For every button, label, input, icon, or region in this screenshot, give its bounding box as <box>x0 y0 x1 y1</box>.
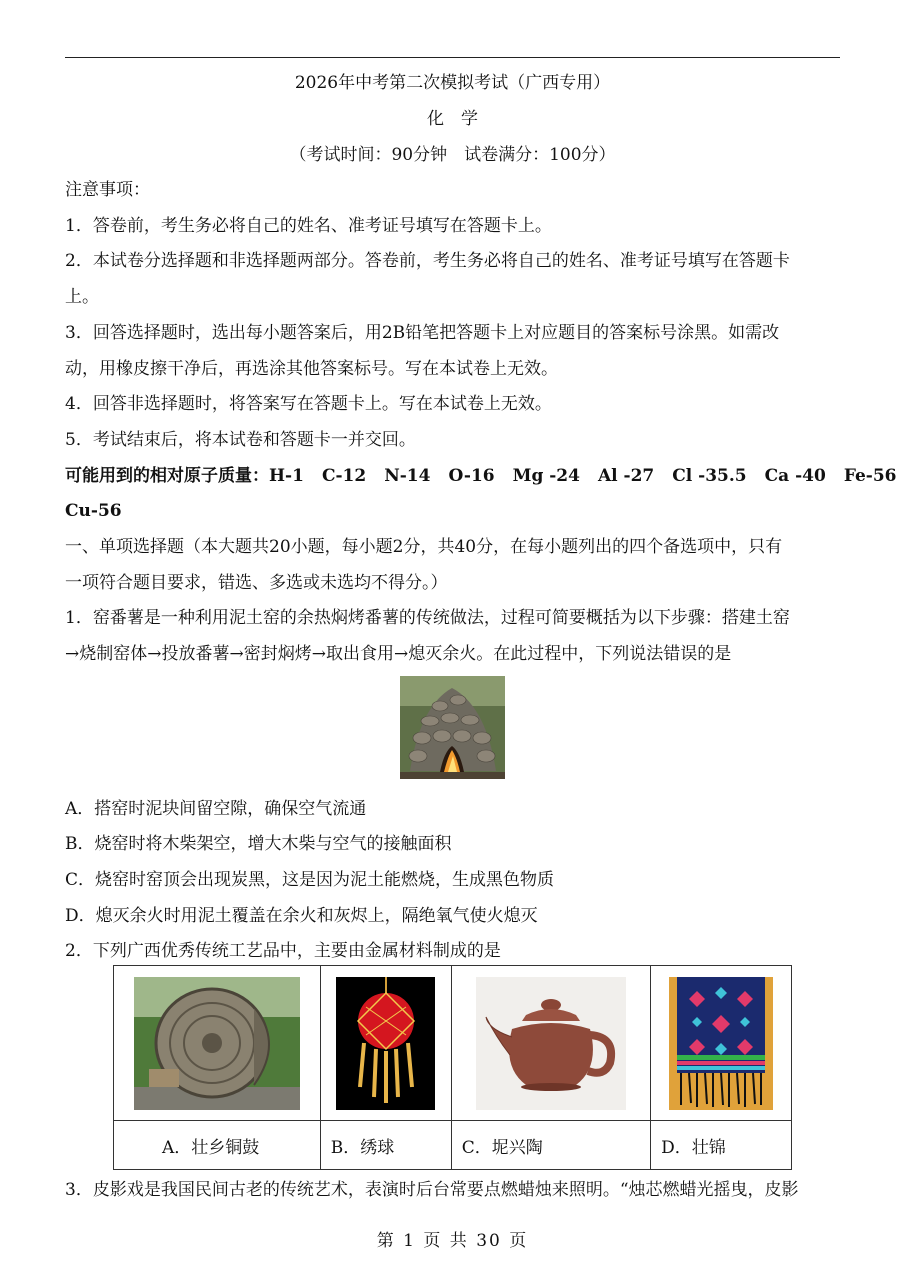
atomic-mass-item: C-12 <box>321 466 367 486</box>
atomic-mass-item: Cl -35.5 <box>672 466 747 486</box>
atomic-mass-item: H-1 <box>269 466 304 486</box>
page-footer: 第 1 页 共 30 页 <box>376 1231 529 1251</box>
table-cell <box>114 1121 321 1170</box>
notice-line: 1．答卷前，考生务必将自己的姓名、准考证号填写在答题卡上。 <box>65 216 552 236</box>
notice-line: 2．本试卷分选择题和非选择题两部分。答卷前，考生务必将自己的姓名、准考证号填写在答题卡 <box>65 251 790 271</box>
notice-line: 动，用橡皮擦干净后，再选涂其他答案标号。写在本试卷上无效。 <box>65 359 558 379</box>
embroidered-ball-photo <box>336 977 435 1110</box>
table-cell <box>320 1121 451 1170</box>
question-stem: 2．下列广西优秀传统工艺品中，主要由金属材料制成的是 <box>65 941 501 961</box>
question-stem: 1．窑番薯是一种利用泥土窑的余热焖烤番薯的传统做法，过程可简要概括为以下步骤：搭建土窑 <box>65 608 790 628</box>
bronze-drum-photo <box>134 977 300 1110</box>
table-cell <box>114 966 321 1121</box>
atomic-mass-wrap: Cu-56 <box>65 501 122 521</box>
section-heading: 一项符合题目要求，错选、多选或未选均不得分。） <box>65 573 448 593</box>
atomic-mass-label: 可能用到的相对原子质量： <box>65 466 269 486</box>
notice-line: 4．回答非选择题时，将答案写在答题卡上。写在本试卷上无效。 <box>65 394 552 414</box>
table-cell <box>451 1121 650 1170</box>
atomic-mass-item: Mg -24 <box>512 466 580 486</box>
subject-title: 化 学 <box>427 109 478 129</box>
notice-heading: 注意事项： <box>65 180 150 200</box>
option-b: B．烧窑时将木柴架空，增大木柴与空气的接触面积 <box>65 834 452 854</box>
section-heading: 一、单项选择题（本大题共20小题，每小题2分，共40分，在每小题列出的四个备选项中，只有 <box>65 537 783 557</box>
atomic-mass-item: N-14 <box>384 466 431 486</box>
exam-meta: （考试时间：90分钟 试卷满分：100分） <box>289 145 616 165</box>
notice-line: 5．考试结束后，将本试卷和答题卡一并交回。 <box>65 430 416 450</box>
question-stem: →烧制窑体→投放番薯→密封焖烤→取出食用→熄灭余火。在此过程中，下列说法错误的是 <box>65 644 732 664</box>
table-cell <box>451 966 650 1121</box>
crafts-table <box>113 965 792 1170</box>
atomic-mass-item: Fe-56 <box>843 466 897 486</box>
craft-option-c: C．坭兴陶 <box>461 1137 543 1158</box>
kiln-photo <box>400 676 505 779</box>
craft-option-b: B．绣球 <box>330 1137 395 1158</box>
atomic-mass-item: Ca -40 <box>764 466 826 486</box>
atomic-mass-item: O-16 <box>448 466 495 486</box>
zhuang-brocade-photo <box>669 977 773 1110</box>
header-rule <box>65 57 840 58</box>
option-c: C．烧窑时窑顶会出现炭黑，这是因为泥土能燃烧，生成黑色物质 <box>65 870 555 890</box>
craft-option-d: D．壮锦 <box>661 1137 726 1158</box>
clay-teapot-photo <box>476 977 626 1110</box>
table-cell <box>651 1121 792 1170</box>
table-cell <box>651 966 792 1121</box>
question-stem: 3．皮影戏是我国民间古老的传统艺术，表演时后台常要点燃蜡烛来照明。“烛芯燃蜡光摇曳，皮影 <box>65 1180 799 1200</box>
table-cell <box>320 966 451 1121</box>
atomic-mass-item: Al -27 <box>597 466 655 486</box>
notice-line: 3．回答选择题时，选出每小题答案后，用2B铅笔把答题卡上对应题目的答案标号涂黑。如需改 <box>65 323 780 343</box>
notice-line: 上。 <box>65 287 99 307</box>
craft-option-a: A．壮乡铜鼓 <box>162 1137 260 1158</box>
atomic-mass-line <box>65 465 896 487</box>
option-d: D．熄灭余火时用泥土覆盖在余火和灰烬上，隔绝氧气使火熄灭 <box>65 906 538 926</box>
option-a: A．搭窑时泥块间留空隙，确保空气流通 <box>65 799 367 819</box>
exam-title: 2026年中考第二次模拟考试（广西专用） <box>294 73 611 93</box>
